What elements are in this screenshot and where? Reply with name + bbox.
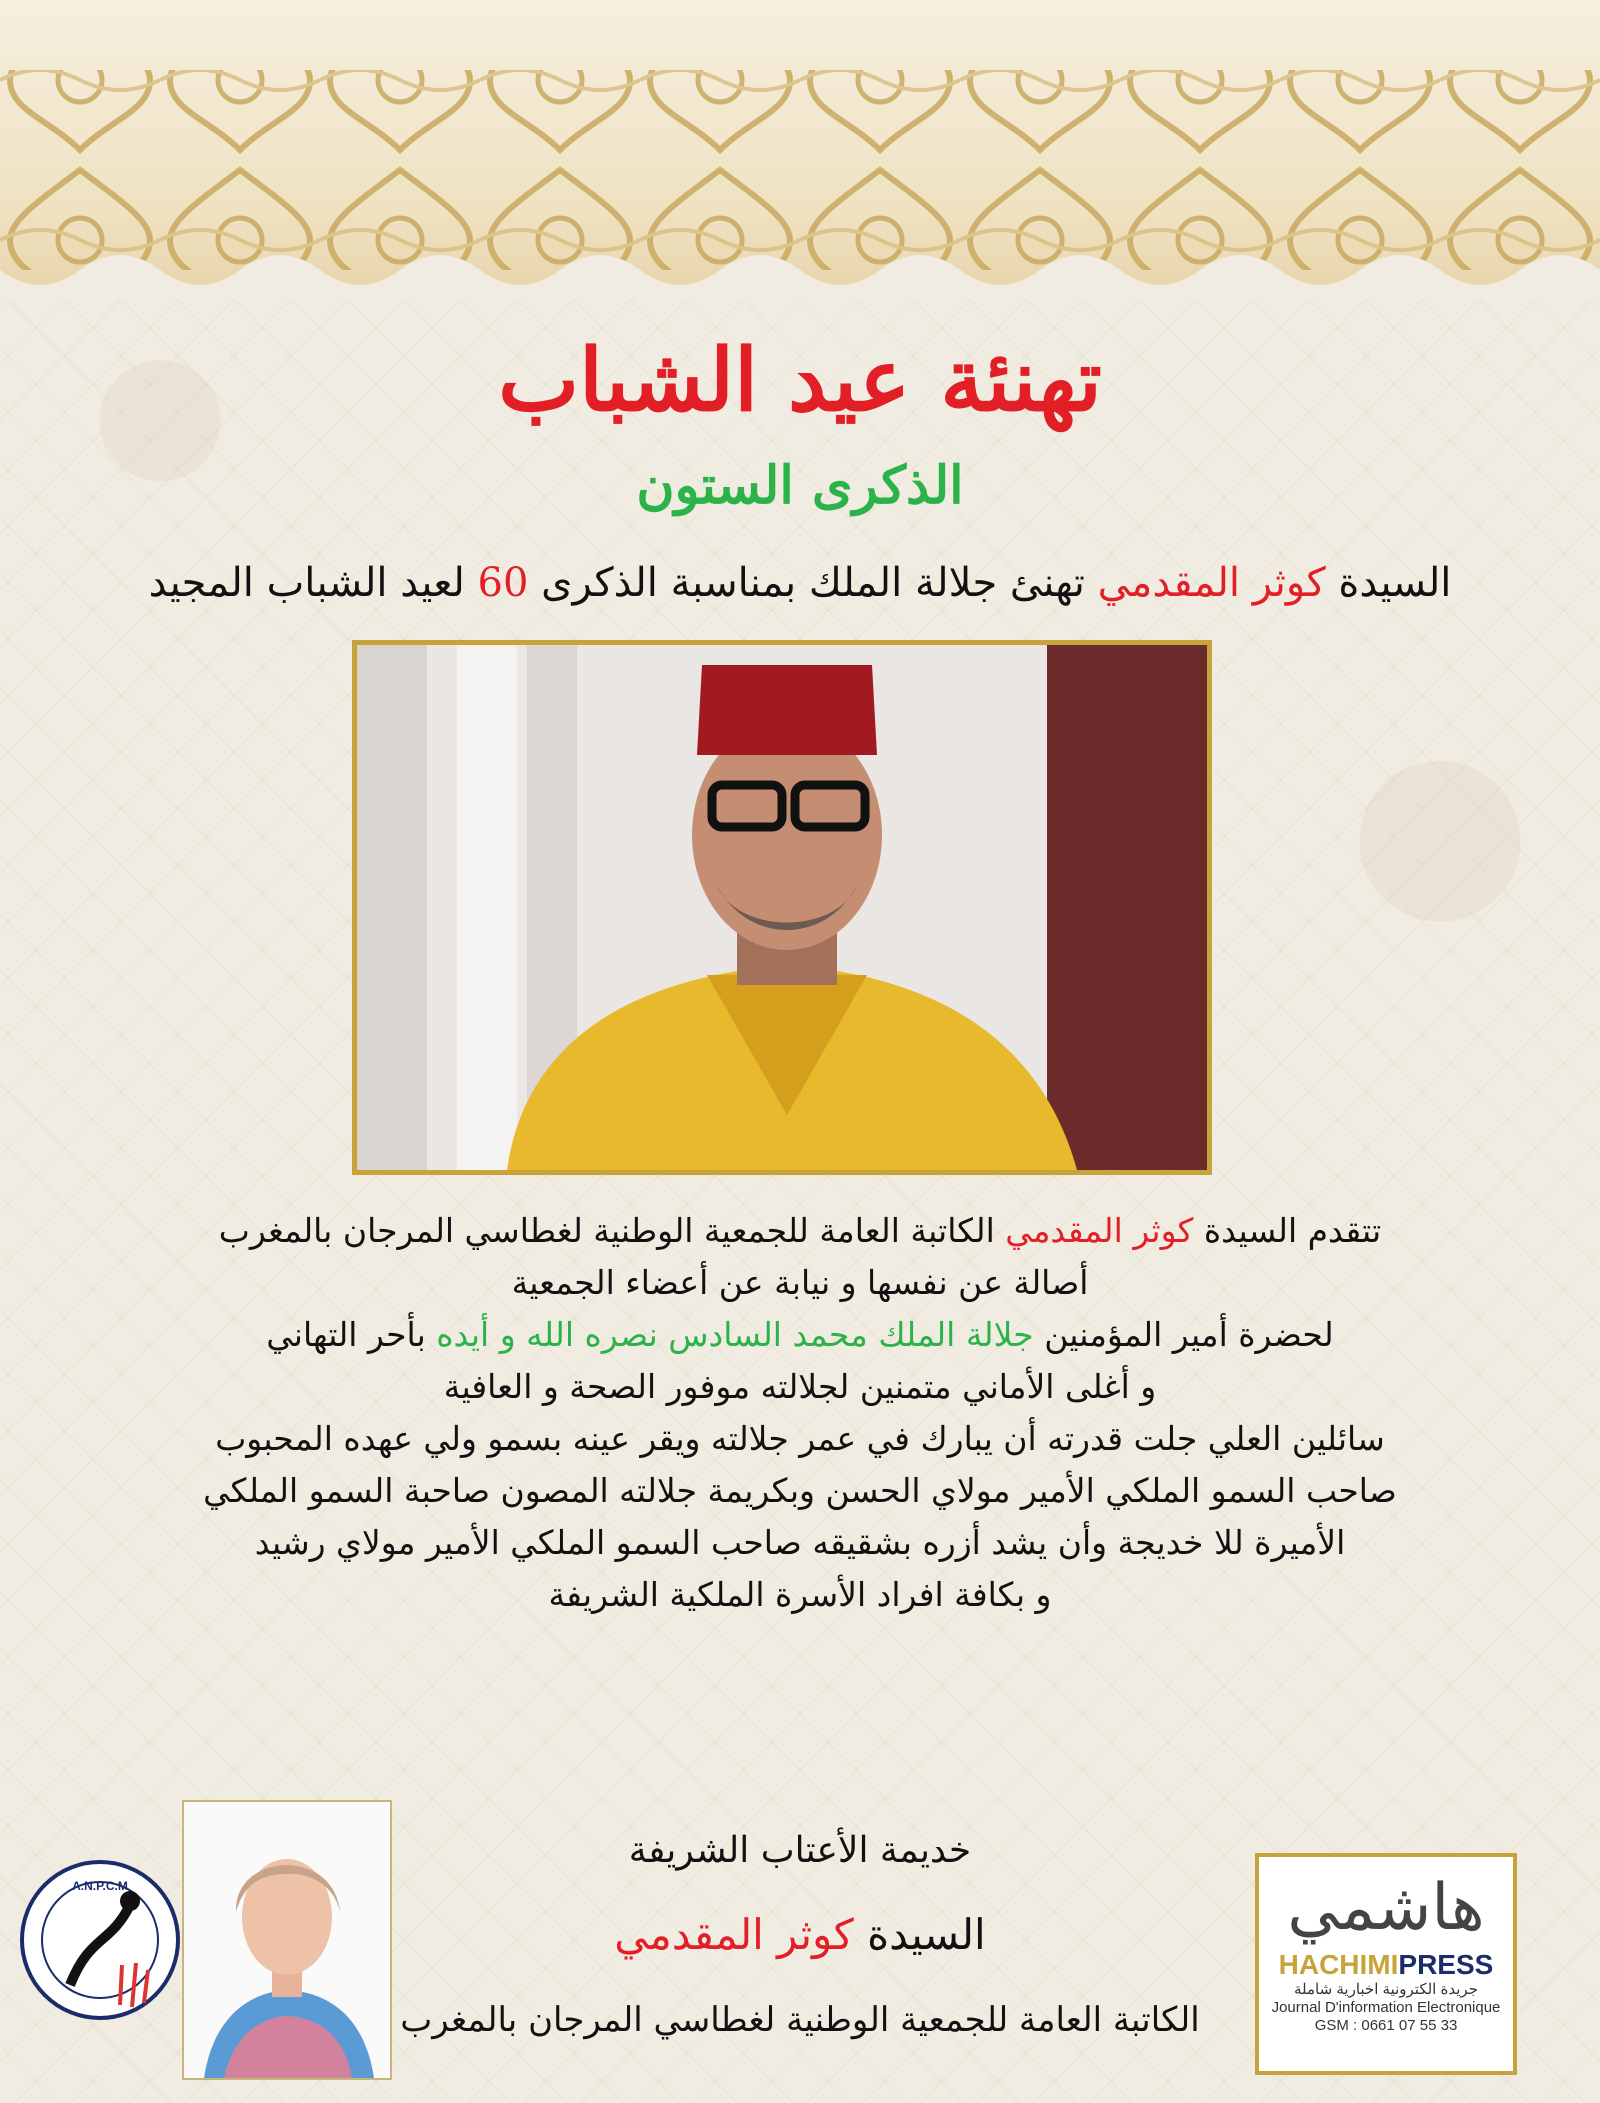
intro-suffix: لعيد الشباب المجيد [148,560,465,606]
intro-line [0,560,1600,606]
line1-prefix: تتقدم السيدة [1203,1211,1382,1250]
signature-role: خديمة الأعتاب الشريفة [628,1830,972,1871]
message-line-1 [130,1205,1470,1257]
line1-name: كوثر المقدمي [1005,1211,1194,1250]
page-subtitle: الذكرى الستون [636,455,964,516]
message-line-4: و أغلى الأماني متمنين لجلالته موفور الصحة و العافية [443,1367,1157,1406]
press-logo-arabic: هاشمي [1287,1871,1485,1945]
intro-prefix: السيدة [1338,560,1452,606]
message-line-8: و بكافة افراد الأسرة الملكية الشريفة [548,1575,1052,1614]
signatory-portrait [182,1800,392,2080]
message-line-5: سائلين العلي جلت قدرته أن يبارك في عمر جلالته ويقر عينه بسمو ولي عهده المحبوب [215,1419,1385,1458]
line1-suffix: الكاتبة العامة للجمعية الوطنية لغطاسي المرجان بالمغرب [218,1211,995,1250]
club-logo [10,1835,185,2060]
line3-prefix: لحضرة أمير المؤمنين [1044,1315,1334,1354]
line3-highlight: جلالة الملك محمد السادس نصره الله و أيده [436,1315,1034,1354]
page-title: تهنئة عيد الشباب [498,330,1102,431]
signature-position: الكاتبة العامة للجمعية الوطنية لغطاسي المرجان بالمغرب [400,2000,1200,2040]
congratulation-message [130,1205,1470,1621]
ornamental-header-band [0,0,1600,300]
press-name-part2: PRESS [1398,1949,1494,1980]
press-name-part1: HACHIMI [1278,1949,1399,1980]
message-line-2: أصالة عن نفسها و نيابة عن أعضاء الجمعية [511,1263,1089,1302]
signature-name: كوثر المقدمي [614,1910,854,1959]
press-logo-name [1259,1949,1513,1981]
club-abbrev: A.N.P.C.M [72,1879,128,1893]
signature-prefix: السيدة [867,1910,986,1959]
message-line-6: صاحب السمو الملكي الأمير مولاي الحسن وبكريمة جلالته المصون صاحبة السمو الملكي [203,1471,1397,1510]
king-portrait [352,640,1212,1175]
signature-name-line [400,1910,1200,1959]
line3-suffix: بأحر التهاني [266,1315,426,1354]
message-line-3 [130,1309,1470,1361]
intro-middle: تهنئ جلالة الملك بمناسبة الذكرى [541,560,1085,606]
intro-name: كوثر المقدمي [1097,560,1326,606]
press-tagline-fr: Journal D'information Electronique [1271,1999,1501,2016]
message-line-7: الأميرة للا خديجة وأن يشد أزره بشقيقه صاحب السمو الملكي الأمير مولاي رشيد [254,1523,1346,1562]
press-gsm: GSM : 0661 07 55 33 [1314,2017,1458,2034]
intro-number: 60 [477,560,529,606]
press-tagline-ar: جريدة الكترونية اخبارية شاملة [1294,1981,1478,1998]
press-logo [1255,1853,1517,2075]
